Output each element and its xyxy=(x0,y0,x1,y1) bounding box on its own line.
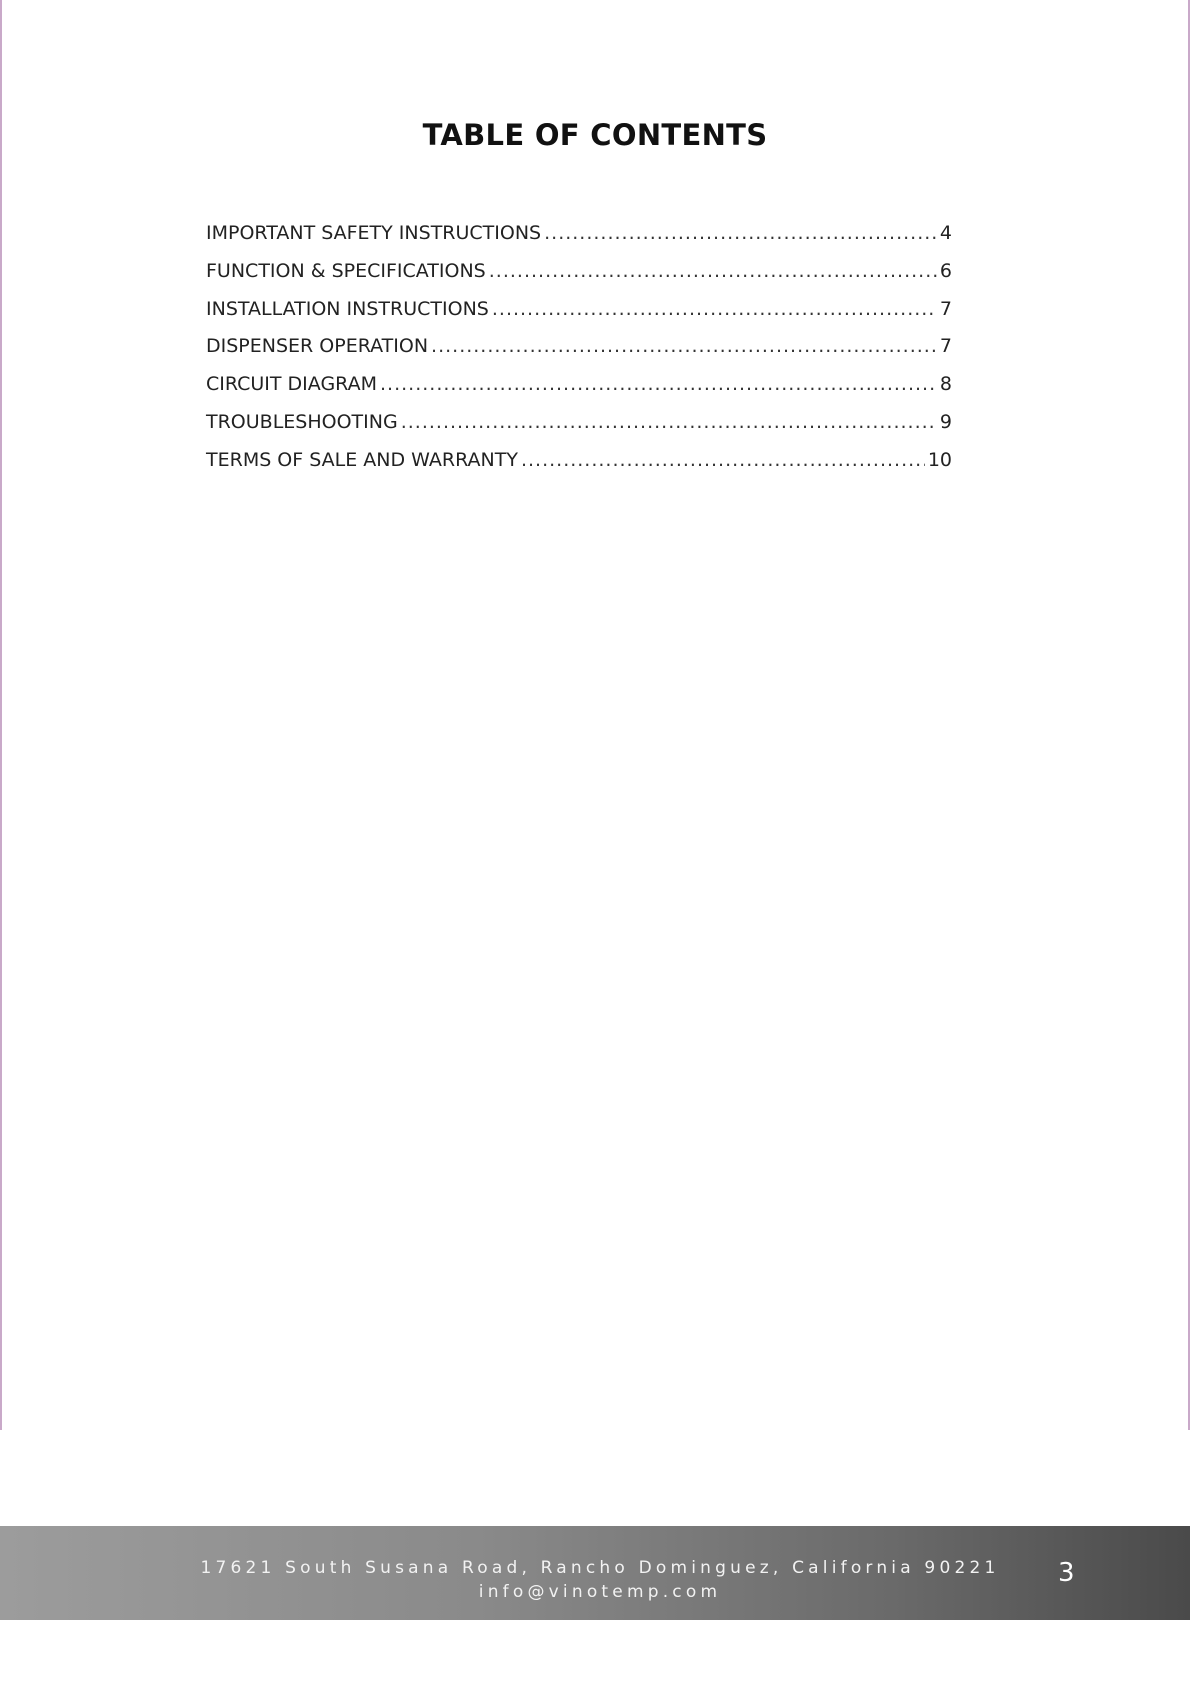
toc-entry-troubleshooting[interactable] xyxy=(206,411,952,449)
toc-list xyxy=(206,222,952,487)
toc-entry-dispenser-operation[interactable] xyxy=(206,335,952,373)
toc-entry-label: TROUBLESHOOTING xyxy=(206,410,398,433)
toc-entry-installation-instructions[interactable] xyxy=(206,298,952,336)
toc-entry-page: 4 xyxy=(939,222,952,244)
toc-entry-page: 7 xyxy=(939,335,952,358)
toc-dot-leader xyxy=(380,373,937,395)
toc-entry-safety-instructions[interactable] xyxy=(206,222,952,260)
toc-entry-page: 6 xyxy=(939,259,952,282)
toc-dot-leader xyxy=(521,449,925,471)
toc-entry-page: 10 xyxy=(927,448,952,471)
toc-entry-page: 9 xyxy=(939,410,952,433)
footer-email[interactable]: info@vinotemp.com xyxy=(478,1582,722,1602)
toc-entry-label: DISPENSER OPERATION xyxy=(206,335,429,358)
toc-entry-label: IMPORTANT SAFETY INSTRUCTIONS xyxy=(206,222,542,244)
toc-entry-label: CIRCUIT DIAGRAM xyxy=(206,373,377,396)
footer-address: 17621 South Susana Road, Rancho Dominguez, California 90221 xyxy=(200,1558,1000,1578)
toc-entry-label: FUNCTION & SPECIFICATIONS xyxy=(206,259,486,282)
toc-dot-leader xyxy=(489,260,937,282)
page-edge-left xyxy=(0,0,2,1430)
toc-dot-leader xyxy=(431,335,937,357)
toc-dot-leader xyxy=(544,222,937,244)
page-number: 3 xyxy=(1058,1558,1075,1588)
toc-entry-label: INSTALLATION INSTRUCTIONS xyxy=(206,297,489,320)
toc-entry-label: TERMS OF SALE AND WARRANTY xyxy=(206,448,518,471)
toc-entry-page: 8 xyxy=(939,373,952,396)
toc-entry-terms-warranty[interactable] xyxy=(206,449,952,487)
toc-entry-function-specifications[interactable] xyxy=(206,260,952,298)
toc-dot-leader xyxy=(492,298,937,320)
toc-entry-circuit-diagram[interactable] xyxy=(206,373,952,411)
toc-entry-page: 7 xyxy=(939,297,952,320)
page-title: TABLE OF CONTENTS xyxy=(422,118,768,152)
toc-dot-leader xyxy=(401,411,937,433)
